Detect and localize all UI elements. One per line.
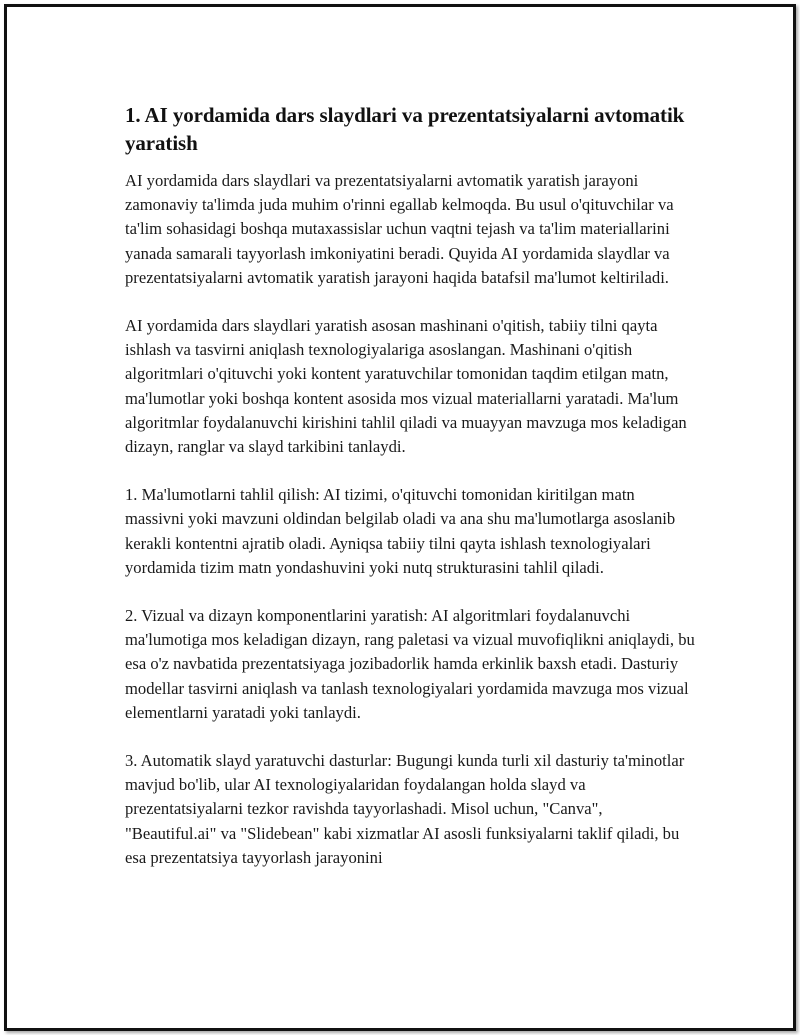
paragraph-technology: AI yordamida dars slaydlari yaratish asosan mashinani o'qitish, tabiiy tilni qayta ishlash va tasvirni aniqlash texnologiyalariga asoslangan. Mashinani o'qitish algoritmlari o'qituvchi yoki kontent yaratuvchilar tomonidan taqdim etilgan matn, ma'lumotlar yoki boshqa kontent asosida mos vizual materiallarni yaratadi. Ma'lum algoritmlar foydalanuvchi kirishini tahlil qiladi va muayyan mavzuga mos keladigan dizayn, ranglar va slayd tarkibini tanlaydi.	[125, 316, 687, 457]
section-heading: 1. AI yordamida dars slaydlari va prezentatsiyalarni avtomatik yaratish	[125, 103, 685, 155]
paragraph-data-analysis: 1. Ma'lumotlarni tahlil qilish: AI tizimi, o'qituvchi tomonidan kiritilgan matn massivni yoki mavzuni oldindan belgilab oladi va ana shu ma'lumotlarga asoslanib kerakli kontentni ajratib oladi. Ayniqsa tabiiy tilni qayta ishlash texnologiyalari yordamida tizim matn yondashuvini yoki nutq strukturasini tahlil qiladi.	[125, 485, 676, 577]
document-page	[4, 4, 796, 1031]
paragraph-slide-software: 3. Automatik slayd yaratuvchi dasturlar: Bugungi kunda turli xil dasturiy ta'minotlar mavjud bo'lib, ular AI texnologiyalaridan foydalangan holda slayd va prezentatsiyalarni tezkor ravishda tayyorlashadi. Misol uchun, "Canva", "Beautiful.ai" va "Slidebean" kabi xizmatlar AI asosli funksiyalarni taklif qiladi, bu esa prezentatsiya tayyorlash jarayonini	[125, 751, 685, 867]
paragraph-intro: AI yordamida dars slaydlari va prezentatsiyalarni avtomatik yaratish jarayoni zamonaviy ta'limda juda muhim o'rinni egallab kelmoqda. Bu usul o'qituvchilar va ta'lim sohasidagi boshqa mutaxassislar uchun vaqtni tejash va ta'lim materiallarini yanada samarali tayyorlash imkoniyatini beradi. Quyida AI yordamida slaydlar va prezentatsiyalarni avtomatik yaratish jarayoni haqida batafsil ma'lumot keltiriladi.	[125, 171, 674, 287]
document-body	[125, 101, 697, 894]
paragraph-visual-design: 2. Vizual va dizayn komponentlarini yaratish: AI algoritmlari foydalanuvchi ma'lumotiga mos keladigan dizayn, rang paletasi va vizual muvofiqlikni aniqlaydi, bu esa o'z navbatida prezentatsiyaga jozibadorlik hamda erkinlik baxsh etadi. Dasturiy modellar tasvirni aniqlash va tanlash texnologiyalari yordamida mavzuga mos vizual elementlarni yaratadi yoki tanlaydi.	[125, 606, 695, 722]
